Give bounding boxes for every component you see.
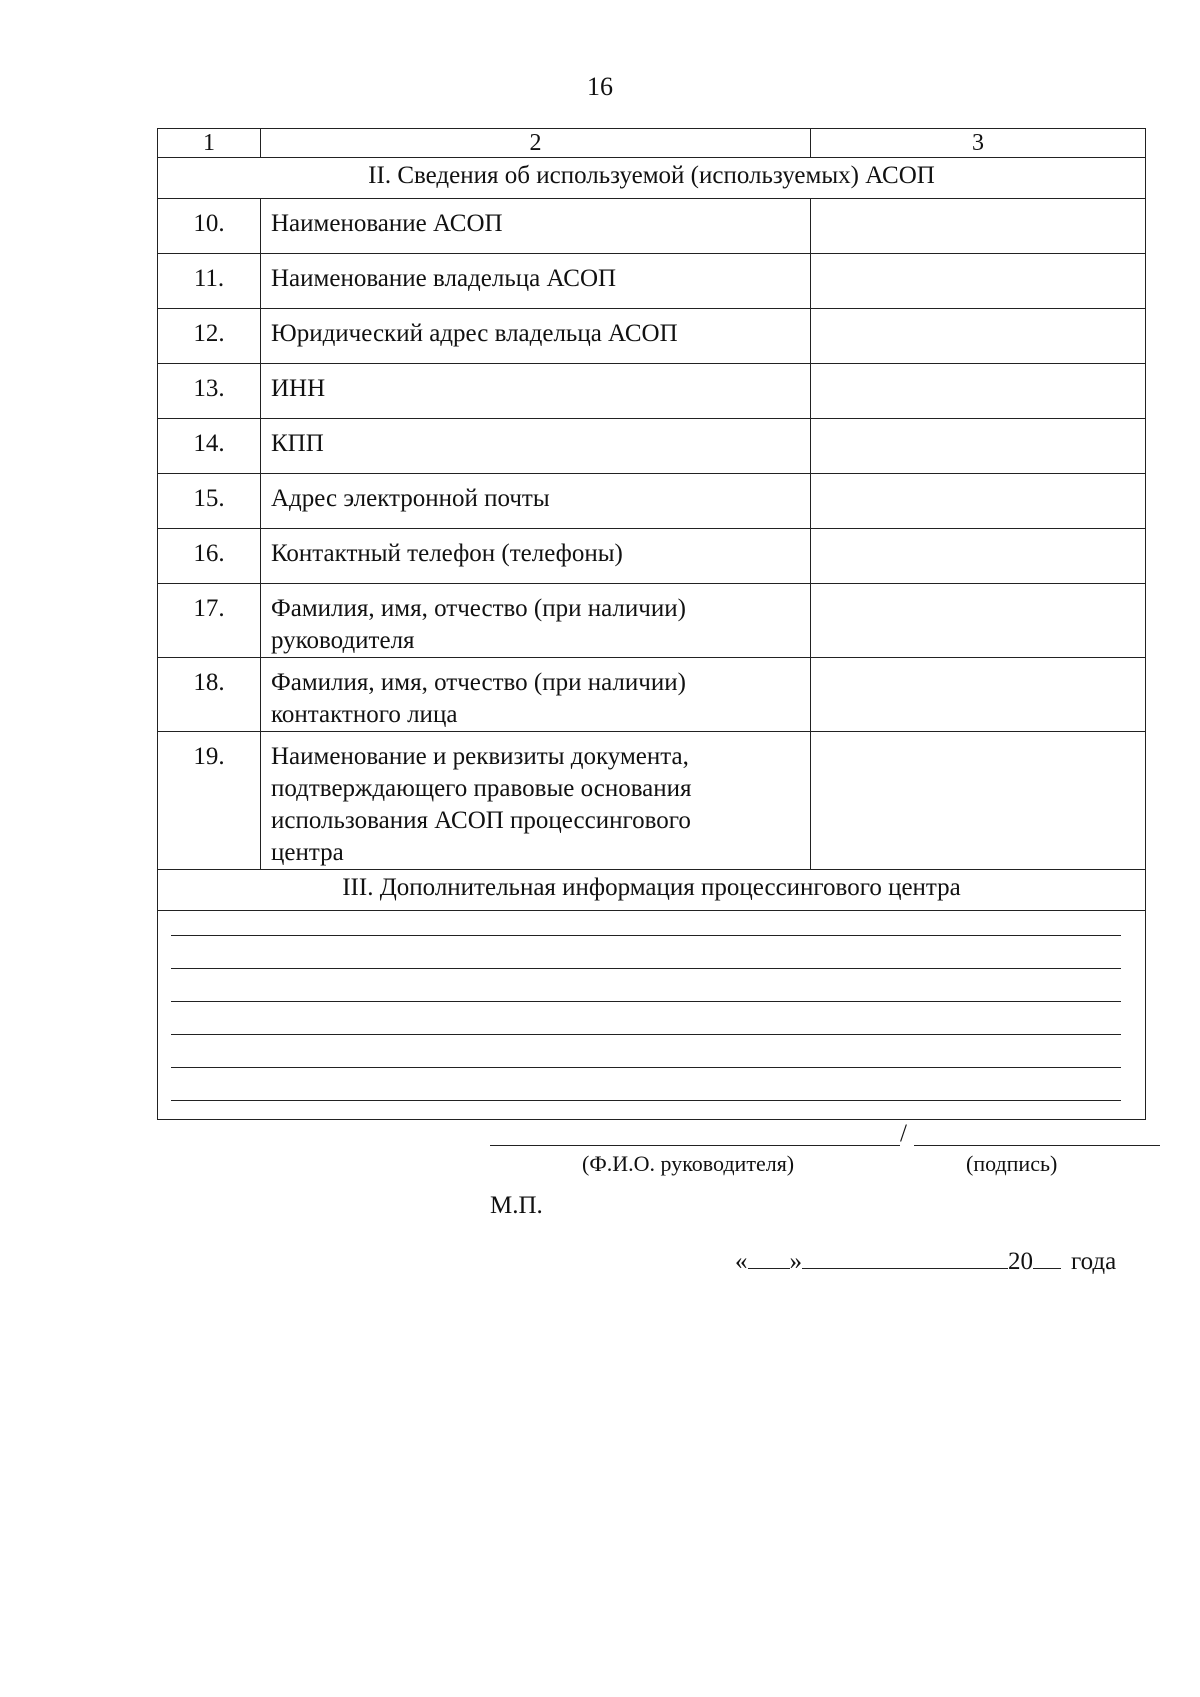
additional-info-area (158, 911, 1146, 1120)
column-number-3: 3 (811, 129, 1146, 158)
table-row (158, 658, 1146, 732)
month-blank (802, 1246, 1008, 1269)
value-cell (811, 199, 1146, 254)
form-table (157, 128, 1146, 1120)
row-label-line: руководителя (271, 627, 415, 654)
table-row (158, 474, 1146, 529)
day-blank (748, 1246, 790, 1269)
additional-info-row (158, 911, 1146, 1120)
value-cell (811, 419, 1146, 474)
table-row (158, 254, 1146, 309)
row-label: Юридический адрес владельца АСОП (261, 309, 811, 364)
row-number: 19. (158, 732, 261, 870)
value-cell (811, 732, 1146, 870)
row-label-line: Наименование и реквизиты документа, (271, 743, 689, 770)
row-number: 16. (158, 529, 261, 584)
signature-blank-line (914, 1145, 1160, 1146)
table-row (158, 732, 1146, 870)
section-3-title: III. Дополнительная информация процессингового центра (158, 870, 1146, 911)
row-label: Наименование владельца АСОП (261, 254, 811, 309)
section-2-title: II. Сведения об используемой (используемых) АСОП (158, 158, 1146, 199)
stamp-label: М.П. (490, 1192, 543, 1219)
row-label-line: контактного лица (271, 701, 458, 728)
table-row (158, 584, 1146, 658)
value-cell (811, 254, 1146, 309)
column-number-2: 2 (261, 129, 811, 158)
row-number: 17. (158, 584, 261, 658)
section-2-row (158, 158, 1146, 199)
signature-separator: / (900, 1120, 907, 1147)
name-blank-line (490, 1145, 900, 1146)
table-row (158, 309, 1146, 364)
blank-line (171, 1034, 1121, 1035)
signature-caption: (подпись) (966, 1151, 1058, 1176)
value-cell (811, 309, 1146, 364)
blank-line (171, 1067, 1121, 1068)
row-label-line: центра (271, 839, 344, 866)
year-blank (1033, 1246, 1061, 1269)
row-label: ИНН (261, 364, 811, 419)
row-label-line: Фамилия, имя, отчество (при наличии) (271, 595, 686, 622)
value-cell (811, 474, 1146, 529)
table-row (158, 419, 1146, 474)
row-number: 15. (158, 474, 261, 529)
value-cell (811, 364, 1146, 419)
row-label: Контактный телефон (телефоны) (261, 529, 811, 584)
value-cell (811, 658, 1146, 732)
signature-block (490, 1120, 1160, 1260)
column-number-1: 1 (158, 129, 261, 158)
blank-line (171, 1100, 1121, 1101)
row-label: КПП (261, 419, 811, 474)
row-label (261, 732, 811, 870)
year-suffix: года (1071, 1248, 1117, 1275)
date-open-quote: « (735, 1248, 748, 1275)
table-row (158, 199, 1146, 254)
value-cell (811, 529, 1146, 584)
row-label (261, 658, 811, 732)
date-close-quote: » (789, 1248, 802, 1275)
table-row (158, 529, 1146, 584)
value-cell (811, 584, 1146, 658)
table-row (158, 364, 1146, 419)
row-label: Адрес электронной почты (261, 474, 811, 529)
row-label-line: Фамилия, имя, отчество (при наличии) (271, 669, 686, 696)
row-number: 11. (158, 254, 261, 309)
row-number: 18. (158, 658, 261, 732)
blank-line (171, 1001, 1121, 1002)
date-line (735, 1246, 1155, 1282)
row-number: 13. (158, 364, 261, 419)
row-number: 14. (158, 419, 261, 474)
page-number: 16 (587, 72, 613, 101)
row-label-line: подтверждающего правовые основания (271, 775, 692, 802)
section-3-row (158, 870, 1146, 911)
row-number: 10. (158, 199, 261, 254)
blank-line (171, 935, 1121, 936)
row-label: Наименование АСОП (261, 199, 811, 254)
name-caption: (Ф.И.О. руководителя) (582, 1151, 795, 1176)
blank-line (171, 968, 1121, 969)
row-label-line: использования АСОП процессингового (271, 807, 691, 834)
column-number-row (158, 129, 1146, 158)
row-label (261, 584, 811, 658)
row-number: 12. (158, 309, 261, 364)
year-prefix: 20 (1008, 1248, 1033, 1275)
